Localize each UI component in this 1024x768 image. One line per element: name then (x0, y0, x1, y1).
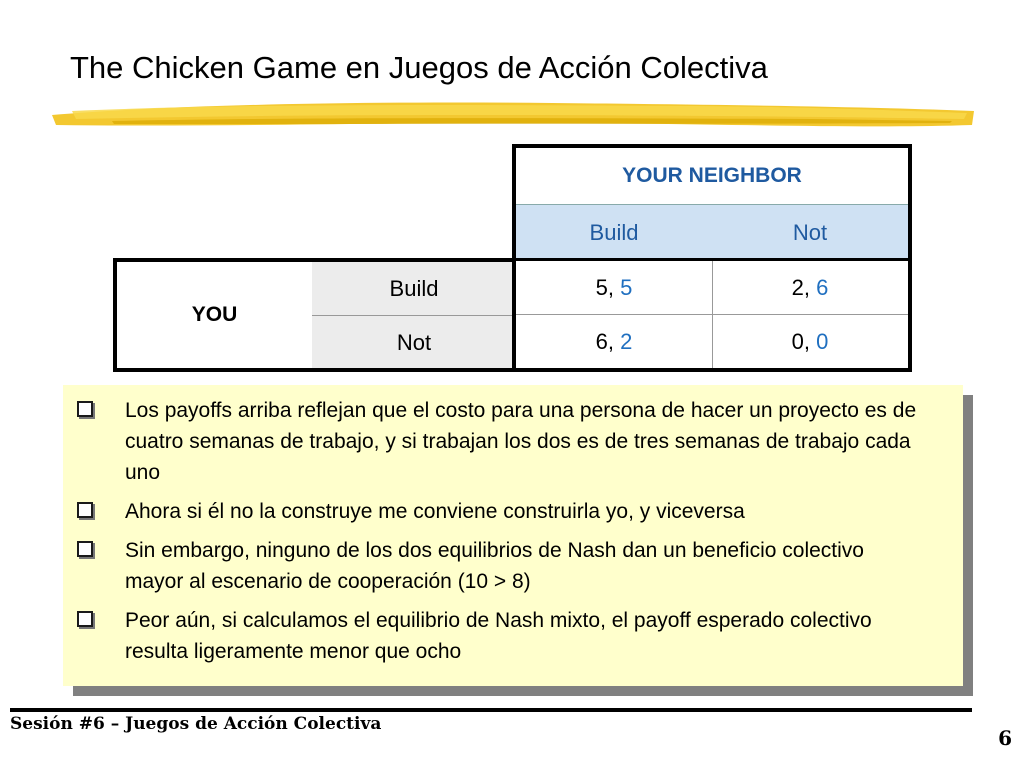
list-item (77, 496, 943, 527)
payoff-table (512, 258, 912, 372)
page-number: 6 (998, 726, 1012, 750)
checkbox-bullet-icon (77, 541, 93, 557)
row-headers (312, 258, 516, 372)
bullet-text: Sin embargo, ninguno de los dos equilibrios de Nash dan un beneficio colectivo mayor al escenario de cooperación (10 > 8) (125, 539, 864, 593)
payoff-cell: 6 , 2 (516, 315, 713, 368)
column-header-build: Build (516, 204, 713, 261)
bullet-text: Ahora si él no la construye me conviene construirla yo, y viceversa (125, 500, 745, 523)
row-header-not: Not (396, 329, 432, 355)
payoff-cell: 0 , 0 (791, 328, 829, 354)
checkbox-bullet-icon (77, 401, 93, 417)
bullet-box (63, 385, 963, 686)
bullet-text: Peor aún, si calculamos el equilibrio de Nash mixto, el payoff esperado colectivo resulta ligeramente menor que ocho (125, 609, 872, 663)
footer-rule (10, 708, 972, 712)
neighbor-label: YOUR NEIGHBOR (622, 164, 802, 187)
checkbox-bullet-icon (77, 611, 93, 627)
payoff-cell: 5 , 5 (516, 261, 713, 315)
list-item (77, 535, 943, 597)
you-label: YOU (113, 258, 316, 372)
bullet-text: Los payoffs arriba reflejan que el costo para una persona de hacer un proyecto es de cuatro semanas de trabajo, y si trabajan los dos es de tres semanas de trabajo cada uno (125, 399, 917, 484)
column-header-not: Not (712, 204, 908, 261)
footer-session: Sesión #6 – Juegos de Acción Colectiva (10, 714, 382, 734)
row-header-build: Build (312, 262, 516, 316)
slide-title: The Chicken Game en Juegos de Acción Colectiva (70, 50, 768, 85)
list-item (77, 605, 943, 667)
neighbor-header (512, 144, 912, 260)
yellow-brush-stroke (52, 93, 974, 133)
checkbox-bullet-icon (77, 502, 93, 518)
payoff-cell: 2 , 6 (712, 261, 908, 315)
list-item (77, 395, 943, 488)
